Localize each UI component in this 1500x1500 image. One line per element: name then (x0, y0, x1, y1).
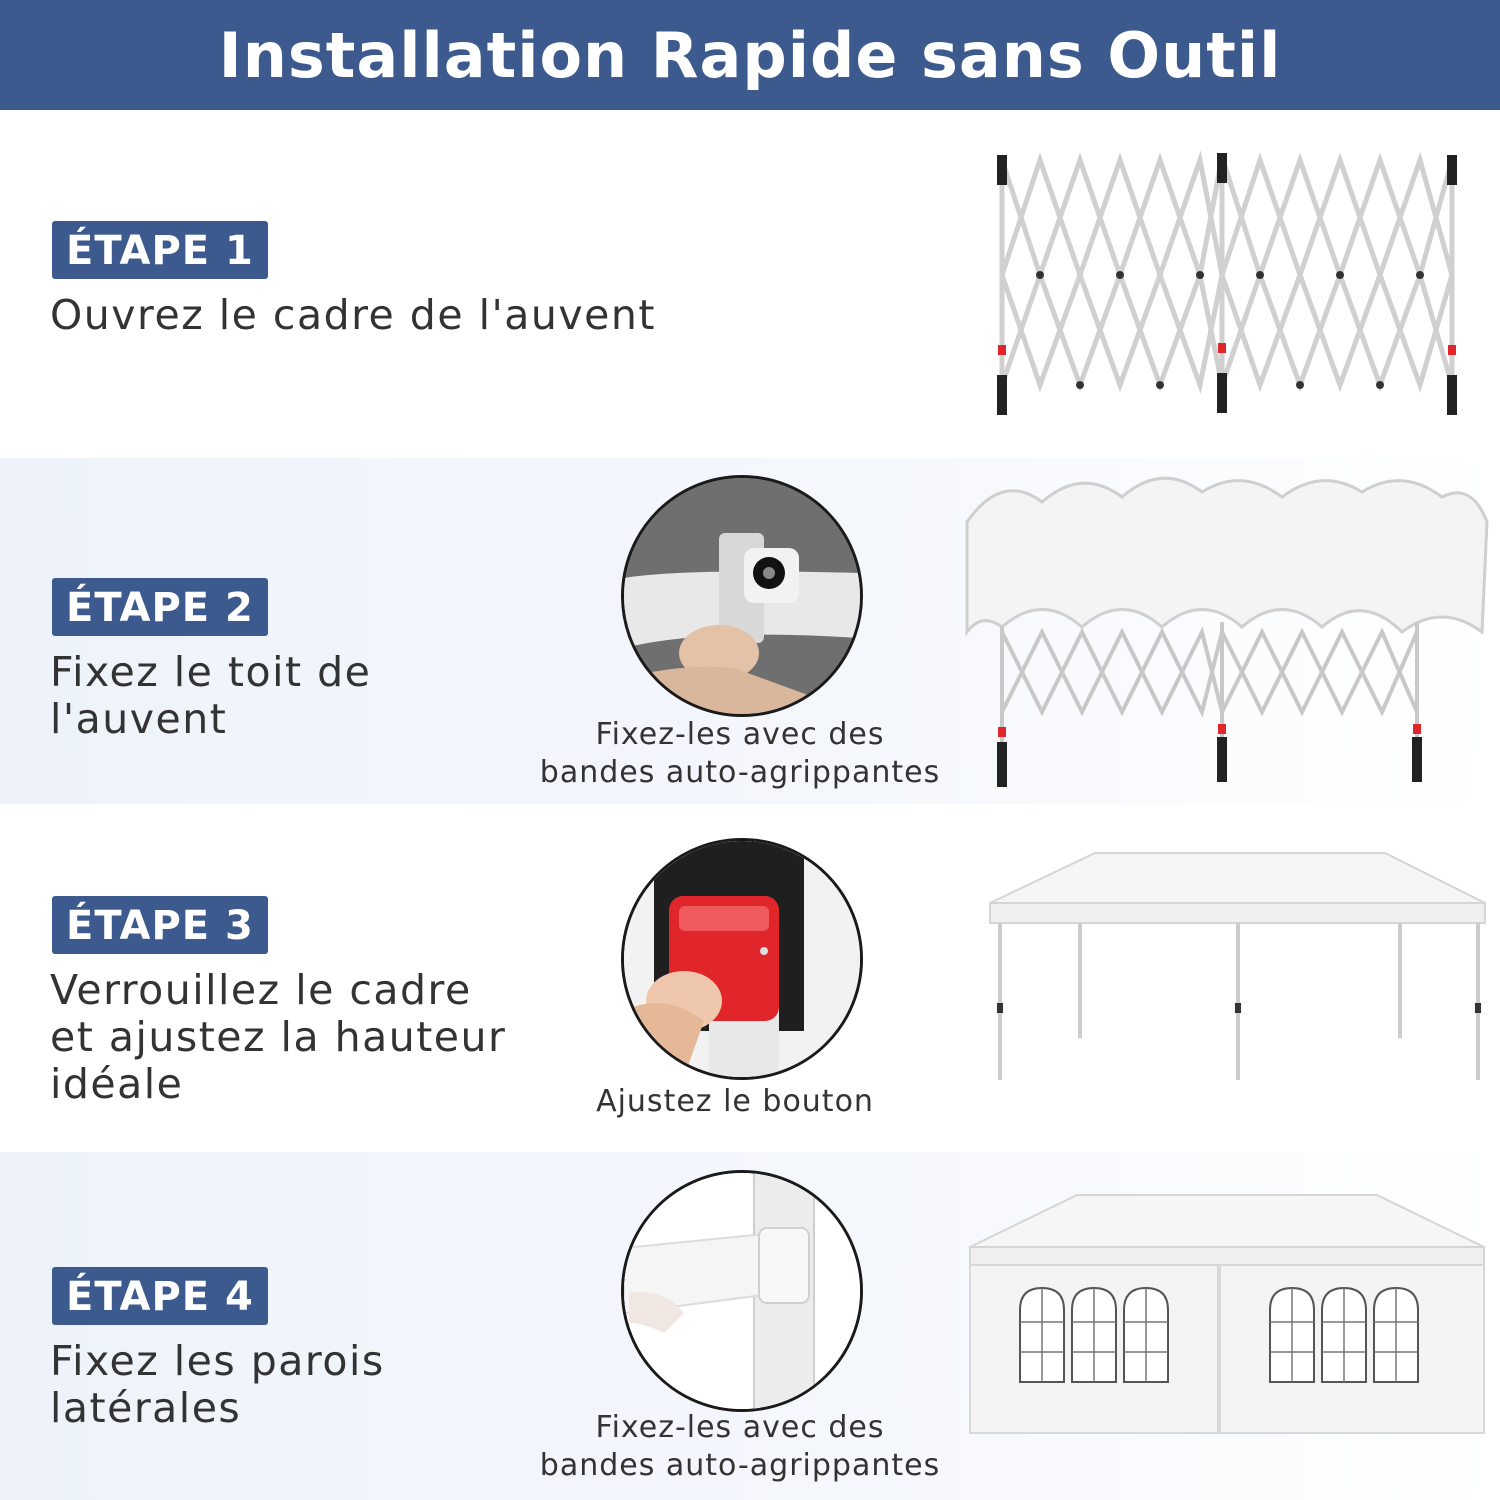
canopy-with-walls-illustration (962, 1192, 1492, 1437)
header-banner (0, 0, 1500, 110)
step-3-badge: ÉTAPE 3 (52, 896, 268, 954)
step-2-badge: ÉTAPE 2 (52, 578, 268, 636)
roof-attached-illustration (962, 462, 1492, 792)
step-4-caption: Fixez-les avec des bandes auto-agrippantes (539, 1410, 941, 1483)
step-4-description: Fixez les parois latérales (50, 1337, 385, 1432)
step-1-description: Ouvrez le cadre de l'auvent (50, 291, 656, 339)
step-1-badge: ÉTAPE 1 (52, 221, 268, 279)
red-lock-button-closeup-icon (621, 838, 863, 1080)
step-3-description: Verrouillez le cadre et ajustez la hauteur idéale (50, 966, 507, 1108)
velcro-strap-closeup-icon (621, 475, 863, 717)
assembled-canopy-illustration (985, 848, 1490, 1088)
open-frame-illustration (990, 145, 1470, 425)
page-title: Installation Rapide sans Outil (218, 18, 1282, 92)
step-3-caption: Ajustez le bouton (596, 1084, 874, 1119)
step-4-badge: ÉTAPE 4 (52, 1267, 268, 1325)
step-2-caption: Fixez-les avec des bandes auto-agrippantes (539, 717, 941, 790)
step-2-description: Fixez le toit de l'auvent (50, 648, 372, 743)
velcro-wall-closeup-icon (621, 1170, 863, 1412)
